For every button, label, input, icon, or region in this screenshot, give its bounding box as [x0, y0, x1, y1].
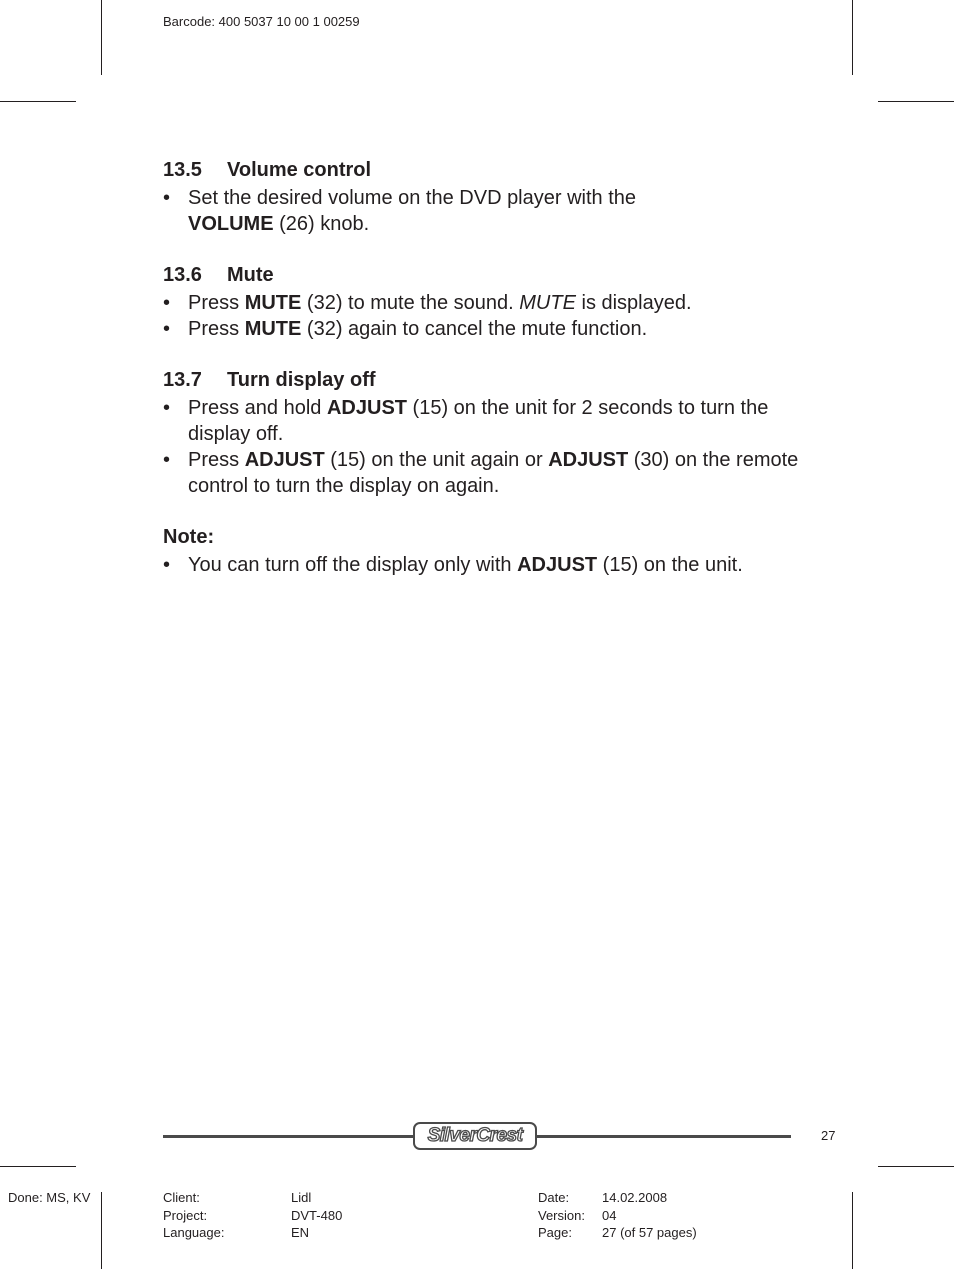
barcode-text: Barcode: 400 5037 10 00 1 00259 — [163, 14, 360, 29]
bold-text: VOLUME — [188, 213, 274, 235]
note-section — [163, 524, 803, 578]
section-volume-control — [163, 157, 803, 237]
section-number: 13.5 — [163, 159, 202, 181]
date-value: 14.02.2008 — [602, 1190, 668, 1205]
crop-mark — [0, 1166, 76, 1167]
crop-mark — [852, 1192, 853, 1269]
text: Press and hold — [188, 397, 327, 419]
silvercrest-logo: SilverCrest — [413, 1122, 537, 1150]
crop-mark — [878, 101, 954, 102]
version-value: 04 — [602, 1208, 617, 1223]
crop-mark — [101, 1192, 102, 1269]
main-content — [163, 157, 803, 603]
list-item — [163, 316, 803, 342]
page-value: 27 (of 57 pages) — [602, 1225, 697, 1240]
bullet: • — [163, 397, 171, 419]
text: (32) again to cancel the mute function. — [301, 318, 648, 340]
language-value: EN — [291, 1225, 310, 1240]
date-label: Date: — [538, 1190, 570, 1205]
section-number: 13.7 — [163, 369, 202, 391]
bullet: • — [163, 292, 171, 314]
project-value: DVT-480 — [291, 1208, 343, 1223]
bold-text: ADJUST — [326, 397, 407, 419]
bold-text: MUTE — [244, 318, 302, 340]
note-title: Note: — [163, 526, 215, 548]
bold-text: ADJUST — [548, 449, 629, 471]
text: Press — [188, 292, 245, 314]
text: (26) knob. — [273, 213, 370, 235]
text: Set the desired volume on the DVD player with the — [188, 187, 637, 209]
text: (32) to mute the sound. — [301, 292, 520, 314]
client-value: Lidl — [291, 1190, 312, 1205]
client-label: Client: — [163, 1190, 200, 1205]
section-title: Mute — [227, 264, 274, 286]
bold-text: MUTE — [244, 292, 302, 314]
text: Press — [188, 318, 245, 340]
section-mute — [163, 262, 803, 342]
section-title: Turn display off — [227, 369, 376, 391]
section-number: 13.6 — [163, 264, 202, 286]
list-item — [163, 185, 803, 237]
bullet: • — [163, 554, 171, 576]
list-item — [163, 552, 803, 578]
crop-mark — [101, 0, 102, 75]
list-item — [163, 395, 803, 447]
section-heading — [163, 262, 803, 288]
bullet: • — [163, 449, 171, 471]
section-title: Volume control — [227, 159, 372, 181]
text: Press — [188, 449, 245, 471]
bold-text: ADJUST — [244, 449, 325, 471]
text: You can turn off the display only with — [188, 554, 518, 576]
page-number: 27 — [821, 1128, 836, 1143]
section-turn-display-off — [163, 367, 803, 499]
text: is displayed. — [575, 292, 692, 314]
page-label: Page: — [538, 1225, 572, 1240]
project-label: Project: — [163, 1208, 208, 1223]
crop-mark — [0, 101, 76, 102]
bullet: • — [163, 187, 171, 209]
version-label: Version: — [538, 1208, 585, 1223]
crop-mark — [852, 0, 853, 75]
done-by: Done: MS, KV — [8, 1190, 91, 1205]
bold-text: ADJUST — [517, 554, 598, 576]
text: (15) on the unit for 2 seconds to turn the display off. — [188, 397, 769, 445]
list-item — [163, 290, 803, 316]
section-heading — [163, 157, 803, 183]
language-label: Language: — [163, 1225, 225, 1240]
bullet: • — [163, 318, 171, 340]
text: (15) on the unit. — [597, 554, 743, 576]
section-heading — [163, 367, 803, 393]
crop-mark — [878, 1166, 954, 1167]
italic-text: MUTE — [519, 292, 576, 314]
text: (15) on the unit again or — [324, 449, 549, 471]
list-item — [163, 447, 803, 499]
text: (30) on the remote control to turn the display on again. — [188, 449, 799, 497]
